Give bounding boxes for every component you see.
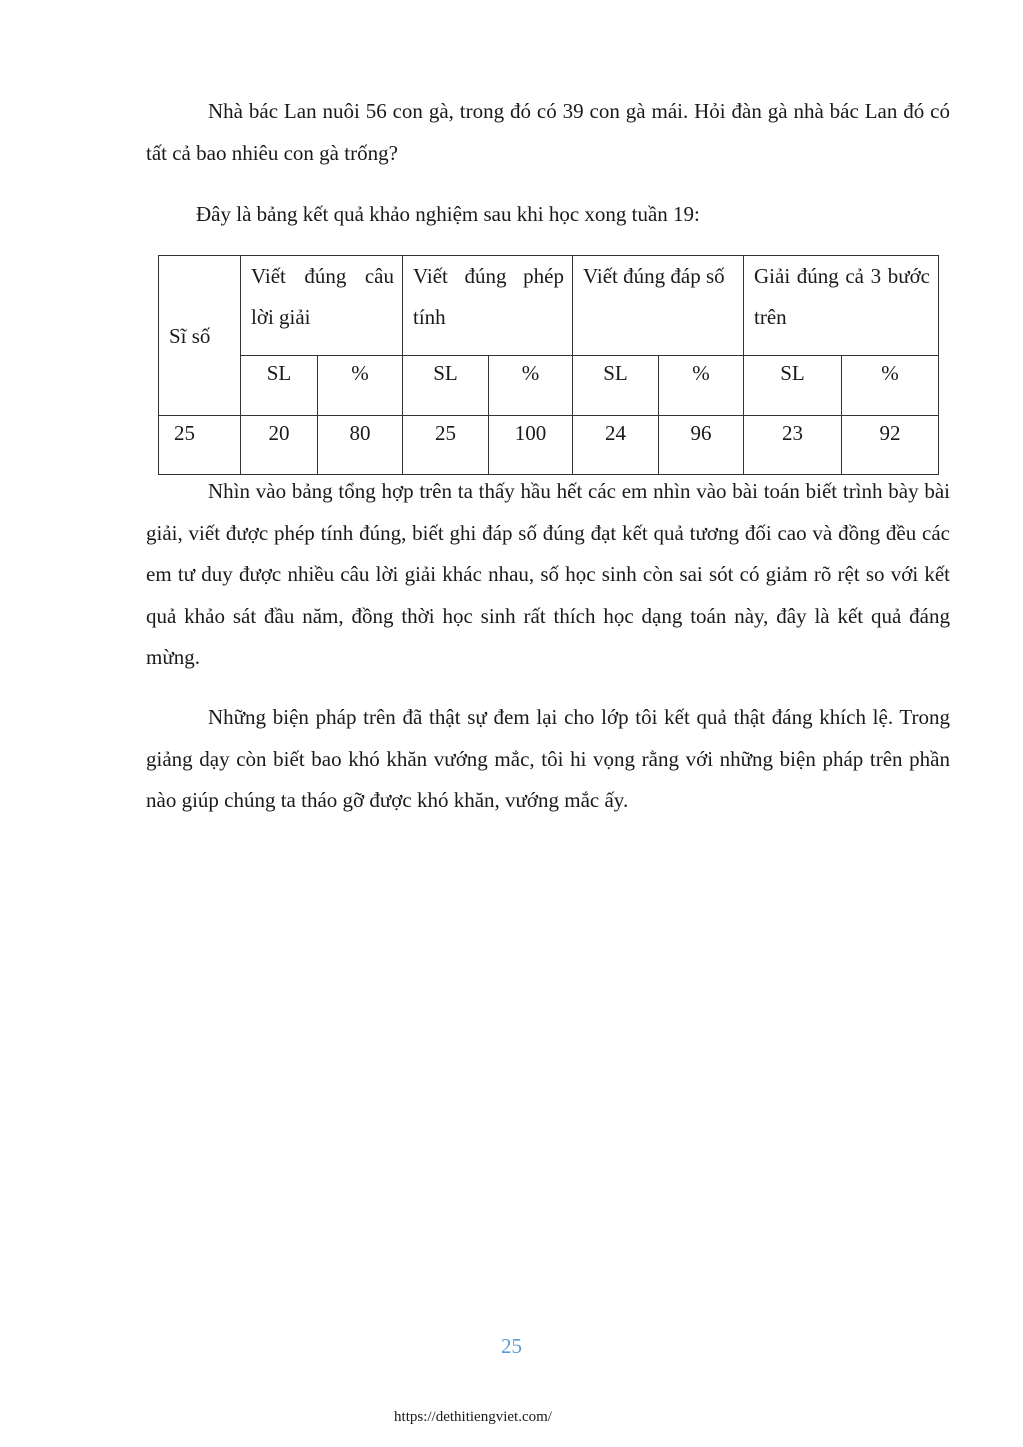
siso-value: 25 — [159, 416, 241, 475]
subheader-pct: % — [489, 356, 573, 416]
table-row — [159, 416, 939, 475]
table-cell: 23 — [744, 416, 842, 475]
subheader-sl: SL — [403, 356, 489, 416]
footer-url: https://dethitiengviet.com/ — [394, 1409, 552, 1425]
table-cell: 25 — [403, 416, 489, 475]
header-phep-tinh: Viết đúng phép tính — [403, 256, 573, 356]
results-table — [158, 255, 939, 475]
table-cell: 100 — [489, 416, 573, 475]
analysis-paragraph: Nhìn vào bảng tổng hợp trên ta thấy hầu hết các em nhìn vào bài toán biết trình bày bài giải, viết được phép tính đúng, biết ghi đáp số đúng đạt kết quả tương đối cao và đồng đều các em tư duy được nhiều câu lời giải khác nhau, số học sinh còn sai sót có giảm rõ rệt so với kết quả khảo sát đầu năm, đồng thời học sinh rất thích học dạng toán này, đây là kết quả đáng mừng. — [146, 479, 950, 669]
conclusion-paragraph: Những biện pháp trên đã thật sự đem lại cho lớp tôi kết quả thật đáng khích lệ. Trong giảng dạy còn biết bao khó khăn vướng mắc, tôi hi vọng rằng với những biện pháp trên phần nào giúp chúng ta tháo gỡ được khó khăn, vướng mắc ấy. — [146, 705, 950, 812]
table-subheader-row — [159, 356, 939, 416]
subheader-pct: % — [842, 356, 939, 416]
table-header-row — [159, 256, 939, 356]
problem-paragraph: Nhà bác Lan nuôi 56 con gà, trong đó có 39 con gà mái. Hỏi đàn gà nhà bác Lan đó có tất cả bao nhiêu con gà trống? — [146, 99, 950, 165]
subheader-pct: % — [318, 356, 403, 416]
header-giai-dung-3-buoc: Giải đúng cả 3 bước trên — [744, 256, 939, 356]
siso-header: Sĩ số — [159, 256, 241, 416]
table-cell: 24 — [573, 416, 659, 475]
header-dap-so: Viết đúng đáp số — [573, 256, 744, 356]
table-intro-paragraph: Đây là bảng kết quả khảo nghiệm sau khi học xong tuần 19: — [196, 202, 700, 226]
subheader-sl: SL — [744, 356, 842, 416]
table-cell: 80 — [318, 416, 403, 475]
table-cell: 20 — [241, 416, 318, 475]
table-cell: 92 — [842, 416, 939, 475]
page-number: 25 — [501, 1334, 522, 1358]
header-cau-loi-giai: Viết đúng câu lời giải — [241, 256, 403, 356]
subheader-pct: % — [659, 356, 744, 416]
table-cell: 96 — [659, 416, 744, 475]
subheader-sl: SL — [241, 356, 318, 416]
subheader-sl: SL — [573, 356, 659, 416]
